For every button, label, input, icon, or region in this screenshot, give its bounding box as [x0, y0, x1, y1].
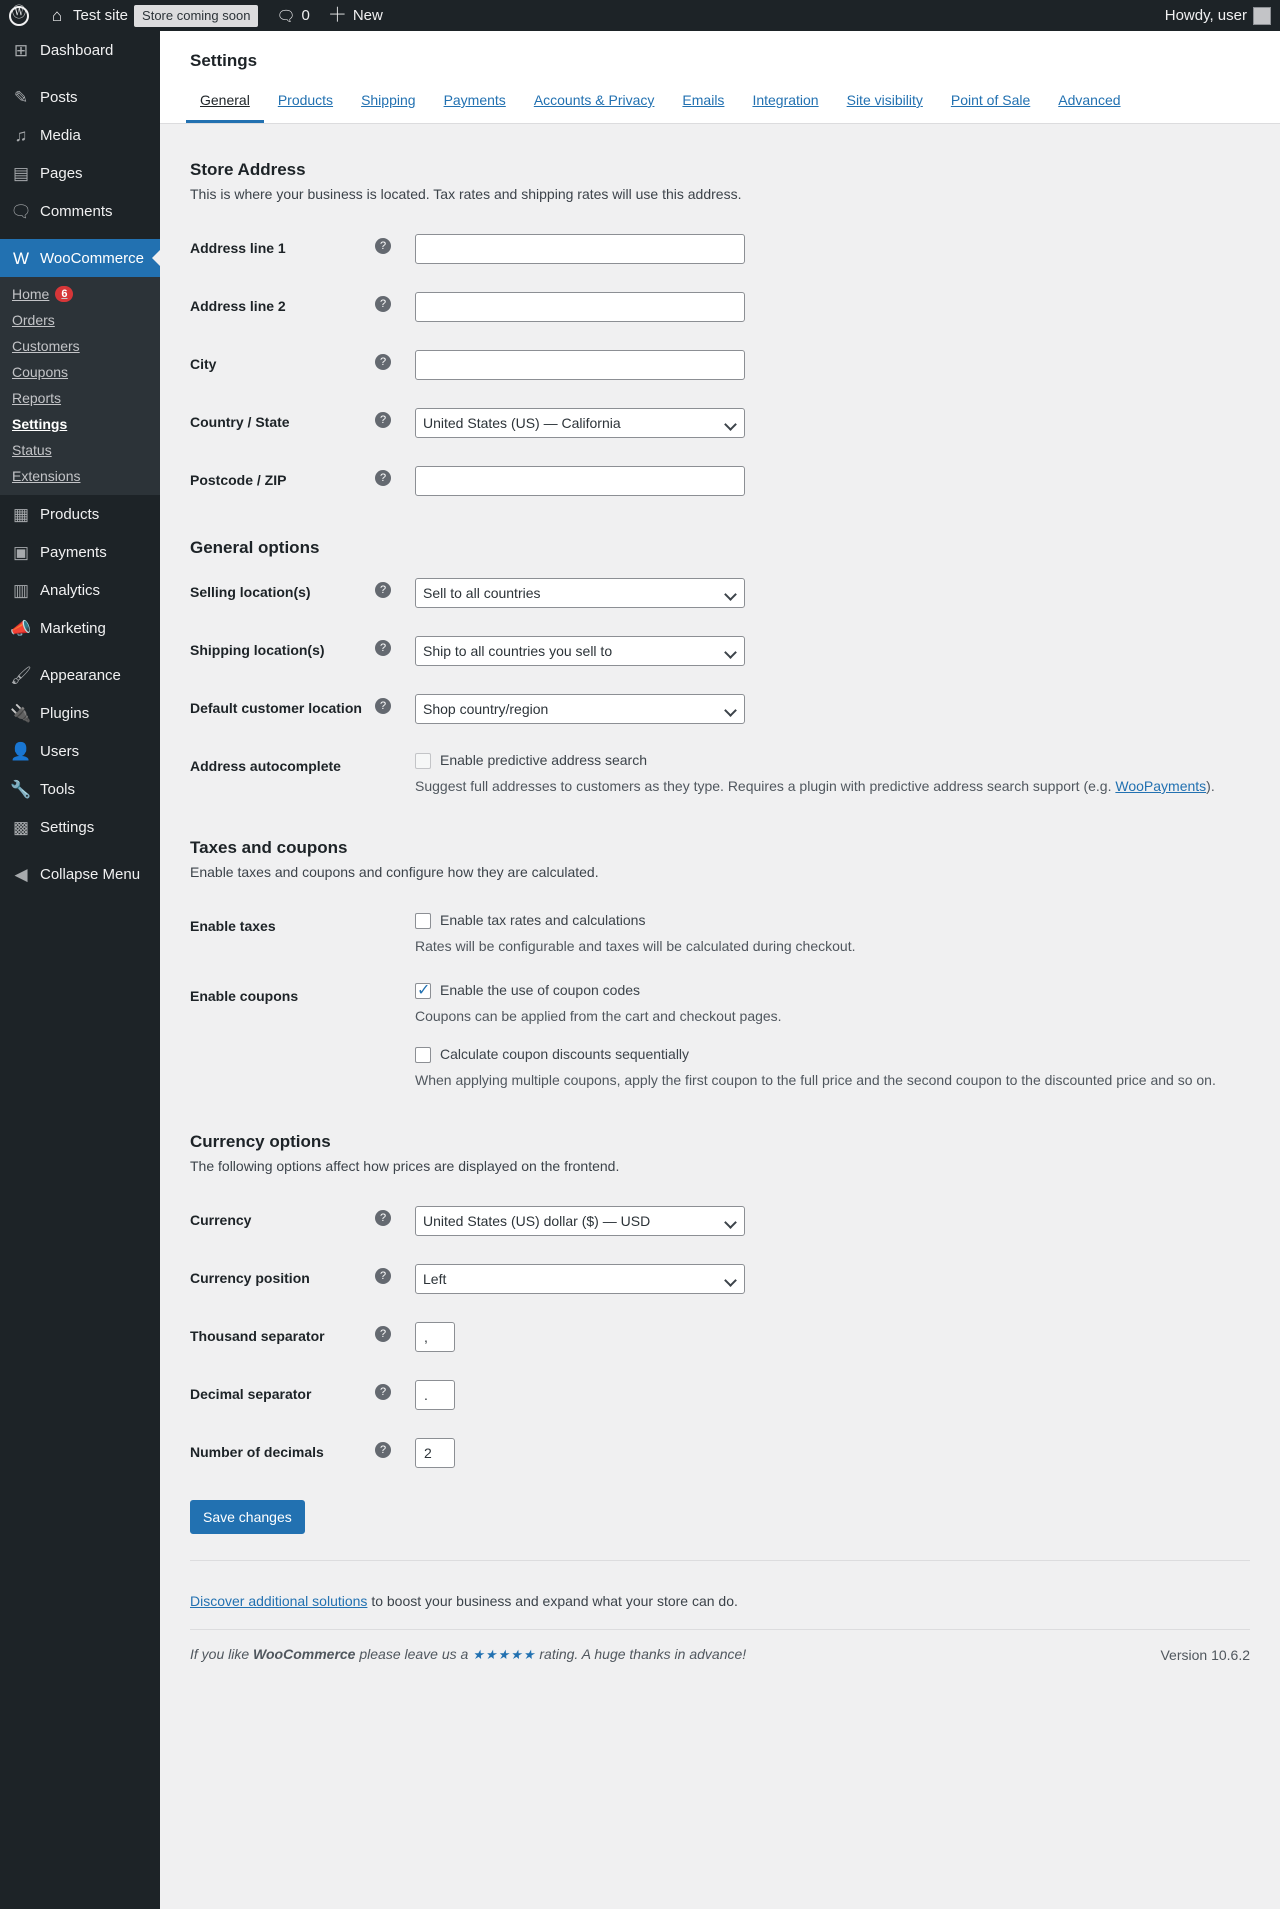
sidebar-item-comments[interactable]: [0, 192, 160, 230]
autocomplete-desc-after: ).: [1206, 778, 1215, 794]
tab-general[interactable]: General: [186, 85, 264, 123]
sidebar-item-label: Posts: [40, 88, 78, 106]
tab-products[interactable]: Products: [277, 92, 334, 108]
field-row-postcode: [190, 452, 1250, 510]
wrench-icon: 🔧: [10, 779, 32, 799]
field-row-address-2: [190, 278, 1250, 336]
submenu-item-status[interactable]: [0, 437, 160, 463]
field-label-cell: [190, 1366, 415, 1424]
field-input-cell: [415, 1192, 1250, 1250]
pin-icon: ✎: [13, 87, 29, 107]
settings-form: [160, 124, 1280, 1561]
field-label-cell: [190, 278, 415, 336]
tab-point-of-sale[interactable]: Point of Sale: [950, 92, 1031, 108]
field-label-cell: [190, 622, 415, 680]
address-1-label: Address line 1: [190, 240, 286, 256]
field-row-default-customer-location: [190, 680, 1250, 738]
field-input-cell: [415, 1250, 1250, 1308]
sidebar-item-posts[interactable]: [0, 78, 160, 116]
sidebar-item-woocommerce[interactable]: [0, 239, 160, 277]
field-input-cell: [415, 680, 1250, 738]
currency-select[interactable]: [415, 1206, 745, 1236]
submenu-item-label: Customers: [12, 338, 80, 354]
gear-icon: ▩: [12, 817, 30, 837]
sidebar-item-settings[interactable]: [0, 808, 160, 846]
help-icon[interactable]: ?: [375, 1326, 391, 1342]
submenu-item-customers[interactable]: [0, 333, 160, 359]
sequential-coupons-checkbox[interactable]: [415, 1047, 431, 1063]
menu-separator: [0, 69, 160, 78]
enable-taxes-label: Enable taxes: [190, 918, 276, 934]
field-label-cell: [190, 898, 415, 968]
help-icon[interactable]: ?: [375, 296, 391, 312]
discover-solutions-link[interactable]: Discover additional solutions: [190, 1593, 368, 1609]
tab-advanced[interactable]: Advanced: [1058, 92, 1121, 108]
menu-separator: [0, 647, 160, 656]
help-icon[interactable]: ?: [375, 698, 391, 714]
comment-icon: 🗨: [276, 7, 296, 25]
plug-icon: 🔌: [10, 703, 32, 723]
shipping-locations-select[interactable]: [415, 636, 745, 666]
store-address-heading: Store Address: [190, 160, 306, 179]
site-name: Test site: [73, 7, 129, 24]
tab-site-visibility[interactable]: Site visibility: [846, 92, 923, 108]
field-input-cell: [415, 622, 1250, 680]
help-icon[interactable]: ?: [375, 582, 391, 598]
country-state-label: Country / State: [190, 414, 290, 430]
address-autocomplete-checkbox-label[interactable]: Enable predictive address search: [440, 752, 648, 768]
my-account-menu[interactable]: [1156, 0, 1280, 31]
field-input-cell: [415, 898, 1250, 968]
submenu-item-reports[interactable]: [0, 385, 160, 411]
help-icon[interactable]: ?: [375, 1384, 391, 1400]
sidebar-item-label: Comments: [40, 202, 113, 220]
admin-bar: [0, 0, 1280, 31]
field-row-currency-position: [190, 1250, 1250, 1308]
submenu-item-label: Extensions: [12, 468, 81, 484]
footer-solutions: [190, 1575, 1250, 1615]
field-label-cell: [190, 968, 415, 1102]
home-update-badge: 6: [55, 286, 73, 302]
city-label: City: [190, 356, 217, 372]
discover-solutions-text: to boost your business and expand what your store can do.: [367, 1593, 738, 1609]
wp-logo-menu[interactable]: [0, 0, 38, 31]
address-2-label: Address line 2: [190, 298, 286, 314]
field-row-thousand-separator: [190, 1308, 1250, 1366]
enable-taxes-description: Rates will be configurable and taxes will be calculated during checkout.: [415, 938, 856, 954]
sidebar-item-marketing[interactable]: [0, 609, 160, 647]
submenu-item-coupons[interactable]: [0, 359, 160, 385]
submenu-item-label: Reports: [12, 390, 62, 406]
sequential-coupons-checkbox-label[interactable]: Calculate coupon discounts sequentially: [440, 1046, 690, 1062]
number-of-decimals-input[interactable]: [415, 1438, 455, 1468]
sidebar-item-plugins[interactable]: [0, 694, 160, 732]
tab-payments[interactable]: Payments: [443, 92, 506, 108]
field-label-cell: [190, 1424, 415, 1482]
help-icon[interactable]: ?: [375, 412, 391, 428]
sidebar-item-label: Analytics: [40, 581, 101, 599]
help-icon[interactable]: ?: [375, 354, 391, 370]
help-icon[interactable]: ?: [375, 1210, 391, 1226]
chart-icon: ▥: [12, 580, 30, 600]
admin-footer: [160, 1575, 1280, 1683]
field-label-cell: [190, 680, 415, 738]
taxes-coupons-description: Enable taxes and coupons and configure how they are calculated.: [190, 864, 599, 880]
submenu-item-home[interactable]: [0, 281, 160, 307]
sidebar-item-label: Dashboard: [40, 41, 114, 59]
sidebar-item-label: Payments: [40, 543, 107, 561]
submenu-item-label: Status: [12, 442, 52, 458]
submenu-item-extensions[interactable]: [0, 463, 160, 489]
field-row-shipping-locations: [190, 622, 1250, 680]
new-content-menu[interactable]: [319, 0, 392, 31]
field-row-country-state: [190, 394, 1250, 452]
help-icon[interactable]: ?: [375, 238, 391, 254]
sidebar-item-label: Media: [40, 126, 81, 144]
decimal-separator-label: Decimal separator: [190, 1386, 312, 1402]
credit-brand: WooCommerce: [253, 1646, 356, 1662]
help-icon[interactable]: ?: [375, 1268, 391, 1284]
field-label-cell: [190, 220, 415, 278]
tab-shipping[interactable]: Shipping: [361, 92, 416, 108]
default-customer-location-label: Default customer location: [190, 700, 362, 716]
save-changes-button[interactable]: Save changes: [190, 1500, 305, 1534]
footer-bottom-row: [190, 1630, 1250, 1683]
field-label-cell: [190, 564, 415, 622]
submenu-item-label: Home: [12, 286, 50, 302]
footer-version: Version 10.6.2: [1160, 1646, 1250, 1663]
help-icon[interactable]: ?: [375, 640, 391, 656]
postcode-input[interactable]: [415, 466, 745, 496]
sidebar-item-payments[interactable]: [0, 533, 160, 571]
selling-locations-label: Selling location(s): [190, 584, 311, 600]
comment-icon: 🗨: [10, 201, 32, 221]
menu-separator: [0, 846, 160, 855]
field-row-enable-coupons: [190, 968, 1250, 1102]
submenu-item-label: Orders: [12, 312, 55, 328]
help-icon[interactable]: ?: [375, 470, 391, 486]
address-autocomplete-description: [415, 778, 1250, 794]
sidebar-item-analytics[interactable]: [0, 571, 160, 609]
credit-after: rating. A huge thanks in advance!: [535, 1646, 747, 1662]
decimal-separator-input[interactable]: [415, 1380, 455, 1410]
tab-integration[interactable]: Integration: [752, 92, 819, 108]
tab-emails[interactable]: Emails: [682, 92, 725, 108]
home-icon: ⌂: [51, 6, 63, 25]
content-divider: [190, 1560, 1250, 1561]
address-1-input[interactable]: [415, 234, 745, 264]
main-content: [160, 31, 1280, 1683]
field-input-cell: [415, 1366, 1250, 1424]
field-label-cell: [190, 1308, 415, 1366]
field-input-cell: [415, 968, 1250, 1102]
sidebar-item-appearance[interactable]: [0, 656, 160, 694]
default-customer-location-select[interactable]: [415, 694, 745, 724]
site-name-menu[interactable]: [38, 0, 267, 31]
sidebar-item-tools[interactable]: [0, 770, 160, 808]
field-input-cell: [415, 278, 1250, 336]
general-options-table: [190, 564, 1250, 808]
submenu-item-orders[interactable]: [0, 307, 160, 333]
comments-menu[interactable]: [267, 0, 318, 31]
sidebar-item-label: Appearance: [40, 666, 121, 684]
submenu-item-settings[interactable]: [0, 411, 160, 437]
sidebar-item-media[interactable]: [0, 116, 160, 154]
comments-count: 0: [301, 7, 310, 24]
plus-icon: ＋: [327, 5, 347, 26]
sidebar-item-users[interactable]: [0, 732, 160, 770]
howdy-label: Howdy, user: [1164, 7, 1247, 24]
currency-label: Currency: [190, 1212, 252, 1228]
field-input-cell: [415, 336, 1250, 394]
field-row-decimal-separator: [190, 1366, 1250, 1424]
submenu-item-label: Coupons: [12, 364, 69, 380]
country-state-select[interactable]: [415, 408, 745, 438]
enable-coupons-checkbox-label[interactable]: Enable the use of coupon codes: [440, 982, 641, 998]
currency-options-description: The following options affect how prices are displayed on the frontend.: [190, 1158, 620, 1174]
tab-accounts-privacy[interactable]: Accounts & Privacy: [533, 92, 655, 108]
field-row-city: [190, 336, 1250, 394]
sidebar-item-dashboard[interactable]: [0, 31, 160, 69]
field-row-number-of-decimals: [190, 1424, 1250, 1482]
sidebar-item-collapse-menu[interactable]: [0, 855, 160, 893]
selling-locations-select[interactable]: [415, 578, 745, 608]
field-row-selling-locations: [190, 564, 1250, 622]
currency-options-heading: Currency options: [190, 1132, 331, 1151]
rating-stars-icon[interactable]: ★★★★★: [472, 1647, 536, 1662]
admin-sidebar: [0, 31, 160, 1909]
dashboard-icon: ⊞: [13, 40, 29, 60]
enable-coupons-description: Coupons can be applied from the cart and checkout pages.: [415, 1008, 782, 1024]
shipping-locations-label: Shipping location(s): [190, 642, 325, 658]
address-autocomplete-checkbox[interactable]: [415, 753, 431, 769]
media-icon: ♫: [14, 125, 28, 145]
sidebar-item-products[interactable]: [0, 495, 160, 533]
credit-middle: please leave us a: [355, 1646, 473, 1662]
general-options-heading: General options: [190, 538, 320, 557]
field-row-address-autocomplete: [190, 738, 1250, 808]
taxes-coupons-heading: Taxes and coupons: [190, 838, 348, 857]
enable-taxes-checkbox[interactable]: [415, 913, 431, 929]
wordpress-logo-icon: Ⓦ: [9, 6, 29, 26]
thousand-separator-label: Thousand separator: [190, 1328, 325, 1344]
woocommerce-submenu: [0, 277, 160, 495]
credit-before: If you like: [190, 1646, 254, 1662]
sidebar-item-label: Users: [40, 742, 80, 760]
products-icon: ▦: [12, 504, 30, 524]
sidebar-item-label: Marketing: [40, 619, 106, 637]
woocommerce-icon: W: [12, 248, 30, 268]
field-row-address-1: [190, 220, 1250, 278]
field-label-cell: [190, 1192, 415, 1250]
store-address-table: [190, 220, 1250, 510]
sidebar-item-label: Plugins: [40, 704, 90, 722]
store-address-description: This is where your business is located. Tax rates and shipping rates will use this address.: [190, 186, 742, 202]
sidebar-item-label: WooCommerce: [40, 249, 144, 267]
field-row-currency: [190, 1192, 1250, 1250]
sidebar-item-label: Settings: [40, 818, 95, 836]
field-input-cell: [415, 738, 1250, 808]
taxes-coupons-table: [190, 898, 1250, 1102]
submenu-item-label: Settings: [12, 416, 68, 432]
currency-options-table: [190, 1192, 1250, 1482]
settings-tabs: [160, 71, 1280, 124]
sequential-coupons-description: When applying multiple coupons, apply the first coupon to the full price and the second coupon to the discounted price and so on.: [415, 1072, 1216, 1088]
field-label-cell: [190, 336, 415, 394]
field-input-cell: [415, 564, 1250, 622]
field-input-cell: [415, 1308, 1250, 1366]
page-header: [160, 31, 1280, 124]
enable-taxes-checkbox-label[interactable]: Enable tax rates and calculations: [440, 912, 646, 928]
brush-icon: 🖌: [10, 665, 32, 685]
field-label-cell: [190, 738, 415, 808]
autocomplete-desc-before: Suggest full addresses to customers as they type. Requires a plugin with predictive address search support (e.g.: [415, 778, 1116, 794]
number-of-decimals-label: Number of decimals: [190, 1444, 324, 1460]
sidebar-item-label: Tools: [40, 780, 76, 798]
new-label: New: [352, 7, 383, 24]
collapse-icon: ◀: [14, 864, 28, 884]
enable-coupons-label: Enable coupons: [190, 988, 299, 1004]
field-label-cell: [190, 394, 415, 452]
sidebar-item-label: Pages: [40, 164, 83, 182]
footer-credit: [190, 1646, 746, 1663]
field-input-cell: [415, 220, 1250, 278]
city-input[interactable]: [415, 350, 745, 380]
avatar: [1253, 7, 1271, 25]
enable-coupons-checkbox[interactable]: [415, 983, 431, 999]
field-input-cell: [415, 1424, 1250, 1482]
sidebar-item-label: Products: [40, 505, 100, 523]
postcode-label: Postcode / ZIP: [190, 472, 287, 488]
page-icon: ▤: [12, 163, 30, 183]
payments-icon: ▣: [12, 542, 30, 562]
sidebar-item-label: Collapse Menu: [40, 865, 141, 883]
help-icon[interactable]: ?: [375, 1442, 391, 1458]
address-autocomplete-label: Address autocomplete: [190, 758, 341, 774]
sidebar-item-pages[interactable]: [0, 154, 160, 192]
store-coming-soon-badge: Store coming soon: [134, 5, 258, 27]
menu-separator: [0, 230, 160, 239]
thousand-separator-input[interactable]: [415, 1322, 455, 1352]
megaphone-icon: 📣: [10, 618, 32, 638]
field-input-cell: [415, 452, 1250, 510]
field-label-cell: [190, 452, 415, 510]
field-input-cell: [415, 394, 1250, 452]
user-icon: 👤: [10, 741, 32, 761]
field-row-enable-taxes: [190, 898, 1250, 968]
address-2-input[interactable]: [415, 292, 745, 322]
page-title: Settings: [190, 51, 258, 70]
currency-position-select[interactable]: [415, 1264, 745, 1294]
woopayments-link[interactable]: WooPayments: [1115, 778, 1207, 794]
field-label-cell: [190, 1250, 415, 1308]
currency-position-label: Currency position: [190, 1270, 310, 1286]
